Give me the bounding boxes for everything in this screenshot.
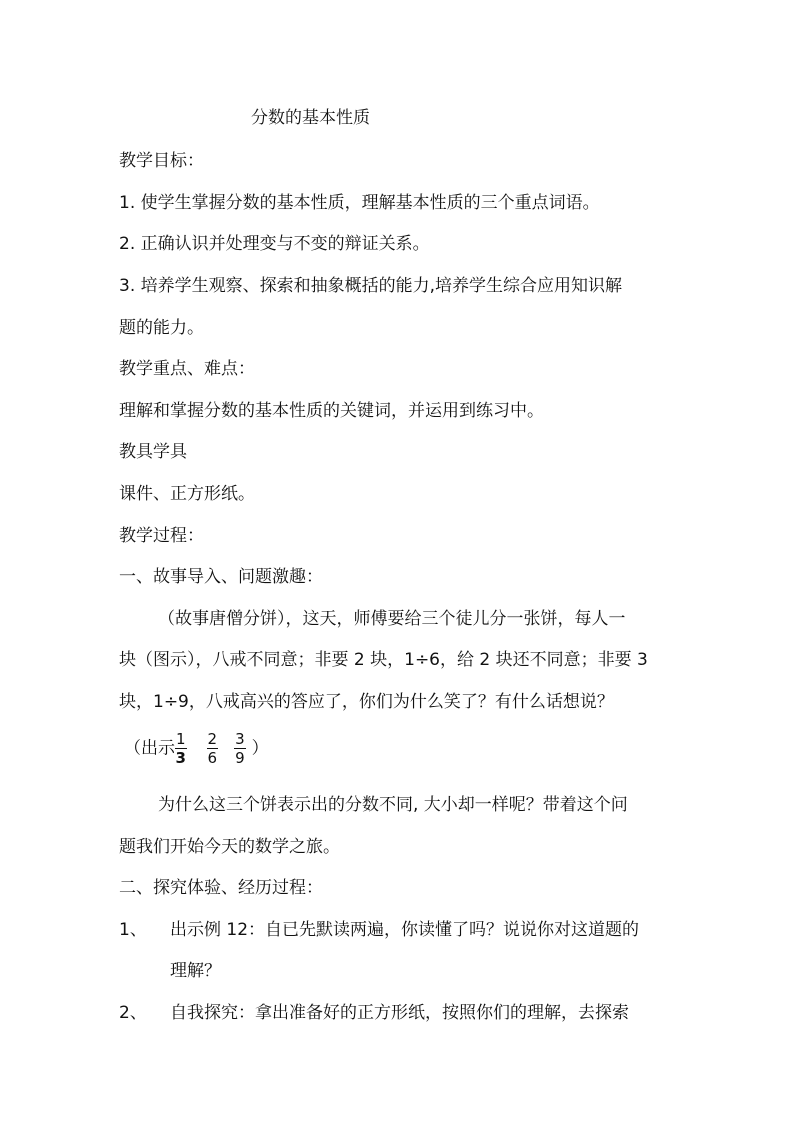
fractions-suffix: ） bbox=[251, 738, 269, 759]
step-2-number: 2、 bbox=[119, 1003, 147, 1023]
step-2-line-1: 自我探究：拿出准备好的正方形纸，按照你们的理解，去探索 bbox=[170, 1003, 629, 1023]
section2-heading: 二、探究体验、经历过程： bbox=[119, 878, 323, 898]
section1-followup-line-2: 题我们开始今天的数学之旅。 bbox=[119, 837, 340, 857]
fractions-prefix: （出示 bbox=[124, 738, 175, 759]
section1-followup-line-1: 为什么这三个饼表示出的分数不同, 大小却一样呢？带着这个问 bbox=[158, 795, 628, 815]
objectives-heading: 教学目标： bbox=[119, 151, 204, 171]
objective-2: 2. 正确认识并处理变与不变的辩证关系。 bbox=[119, 234, 430, 254]
fraction-2: $\frac{2}{6}$ bbox=[207, 730, 218, 767]
section1-para-line-3: 块，1÷9，八戒高兴的答应了，你们为什么笑了？有什么话想说？ bbox=[119, 692, 614, 712]
process-heading: 教学过程： bbox=[119, 526, 204, 546]
step-1-line-1: 出示例 12：自已先默读两遍，你读懂了吗？说说你对这道题的 bbox=[170, 920, 640, 940]
objective-1: 1. 使学生掌握分数的基本性质，理解基本性质的三个重点词语。 bbox=[119, 193, 600, 213]
objective-3-cont: 题的能力。 bbox=[119, 318, 204, 338]
section1-heading: 一、故事导入、问题激趣： bbox=[119, 567, 323, 587]
step-1-number: 1、 bbox=[119, 920, 147, 940]
tools-text: 课件、正方形纸。 bbox=[119, 484, 255, 504]
document-title: 分数的基本性质 bbox=[251, 108, 370, 128]
section1-para-line-2: 块（图示），八戒不同意；非要 2 块，1÷6，给 2 块还不同意；非要 3 bbox=[119, 650, 648, 670]
fractions-line bbox=[124, 730, 269, 767]
step-1-line-2: 理解？ bbox=[170, 961, 221, 981]
tools-heading: 教具学具 bbox=[119, 442, 187, 462]
key-heading: 教学重点、难点： bbox=[119, 359, 255, 379]
objective-3: 3. 培养学生观察、探索和抽象概括的能力,培养学生综合应用知识解 bbox=[119, 276, 623, 296]
fraction-1: $\frac{1}{3}$ bbox=[175, 730, 186, 767]
key-text: 理解和掌握分数的基本性质的关键词，并运用到练习中。 bbox=[119, 401, 544, 421]
section1-para-line-1: （故事唐僧分饼），这天，师傅要给三个徒儿分一张饼，每人一 bbox=[158, 609, 626, 629]
fraction-3: $\frac{3}{9}$ bbox=[235, 730, 245, 767]
